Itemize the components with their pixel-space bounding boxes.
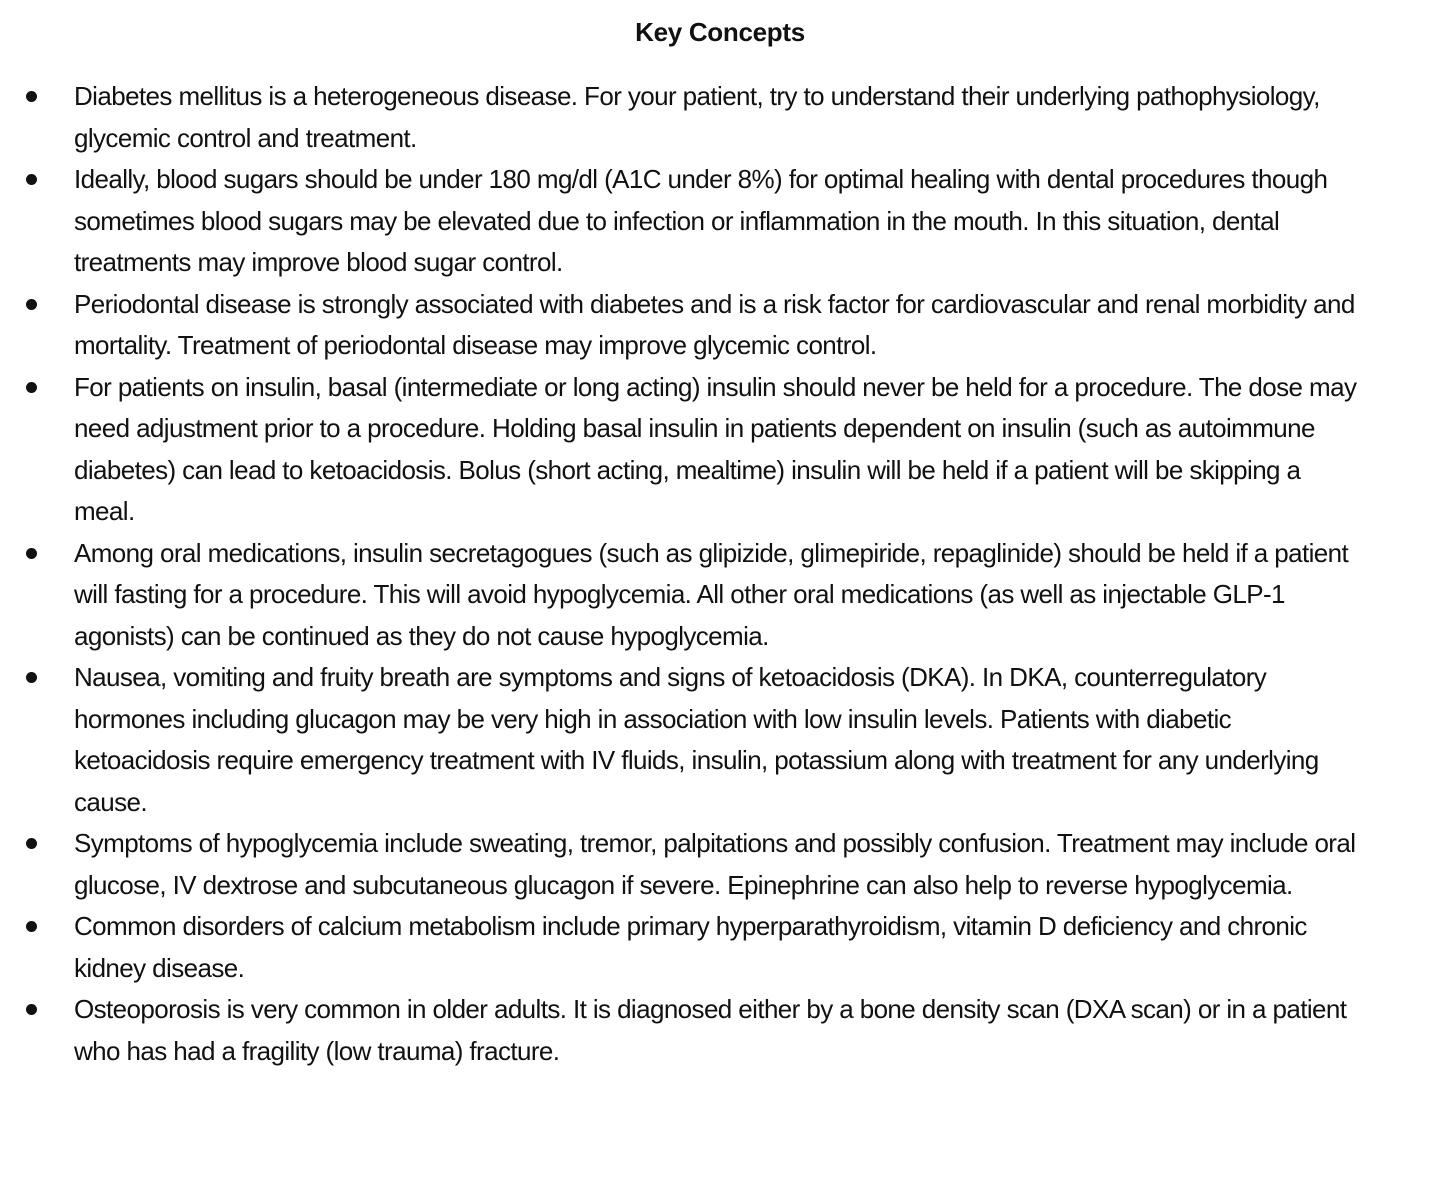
list-item-text: Periodontal disease is strongly associated with diabetes and is a risk factor for cardiovascular and renal morbidity and mortality. Treatment of periodontal disease may improve glycemic control. xyxy=(74,288,1355,360)
list-item xyxy=(0,823,1440,906)
list-item xyxy=(0,159,1440,284)
bullet-icon xyxy=(26,91,37,102)
bullet-icon xyxy=(26,299,37,310)
list-item-text: Nausea, vomiting and fruity breath are symptoms and signs of ketoacidosis (DKA). In DKA, counterregulatory hormones including glucagon may be very high in association with low insulin levels. Patients with diabetic ketoacidosis require emergency treatment with IV fluids, insulin, potassium along with treatment for any underlying cause. xyxy=(74,662,1319,817)
list-item xyxy=(0,989,1440,1072)
list-item-text: Common disorders of calcium metabolism include primary hyperparathyroidism, vitamin D deficiency and chronic kidney disease. xyxy=(74,911,1307,983)
bullet-icon xyxy=(26,548,37,559)
bullet-icon xyxy=(26,1004,37,1015)
list-item xyxy=(0,367,1440,533)
key-concepts-list xyxy=(0,76,1440,1072)
list-item-text: For patients on insulin, basal (intermediate or long acting) insulin should never be held for a procedure. The dose may need adjustment prior to a procedure. Holding basal insulin in patients dependent on insulin (such as autoimmune diabetes) can lead to ketoacidosis. Bolus (short acting, mealtime) insulin will be held if a patient will be skipping a meal. xyxy=(74,371,1357,526)
list-item-text: Symptoms of hypoglycemia include sweating, tremor, palpitations and possibly confusion. Treatment may include oral glucose, IV dextrose and subcutaneous glucagon if severe. Epinephrine can also help to reverse hypoglycemia. xyxy=(74,828,1356,900)
list-item xyxy=(0,906,1440,989)
list-item xyxy=(0,533,1440,658)
bullet-icon xyxy=(26,382,37,393)
list-item xyxy=(0,76,1440,159)
list-item-text: Diabetes mellitus is a heterogeneous disease. For your patient, try to understand their underlying pathophysiology, glycemic control and treatment. xyxy=(74,81,1320,153)
bullet-icon xyxy=(26,921,37,932)
list-item xyxy=(0,284,1440,367)
list-item-text: Osteoporosis is very common in older adults. It is diagnosed either by a bone density scan (DXA scan) or in a patient who has had a fragility (low trauma) fracture. xyxy=(74,994,1347,1066)
bullet-icon xyxy=(26,838,37,849)
bullet-icon xyxy=(26,174,37,185)
list-item-text: Ideally, blood sugars should be under 180 mg/dl (A1C under 8%) for optimal healing with dental procedures though sometimes blood sugars may be elevated due to infection or inflammation in the mouth. In this situation, dental treatments may improve blood sugar control. xyxy=(74,164,1328,277)
page-title: Key Concepts xyxy=(635,17,805,47)
list-item-text: Among oral medications, insulin secretagogues (such as glipizide, glimepiride, repaglinide) should be held if a patient will fasting for a procedure. This will avoid hypoglycemia. All other oral medications (as well as injectable GLP-1 agonists) can be continued as they do not cause hypoglycemia. xyxy=(74,537,1349,651)
bullet-icon xyxy=(26,672,37,683)
list-item xyxy=(0,657,1440,823)
